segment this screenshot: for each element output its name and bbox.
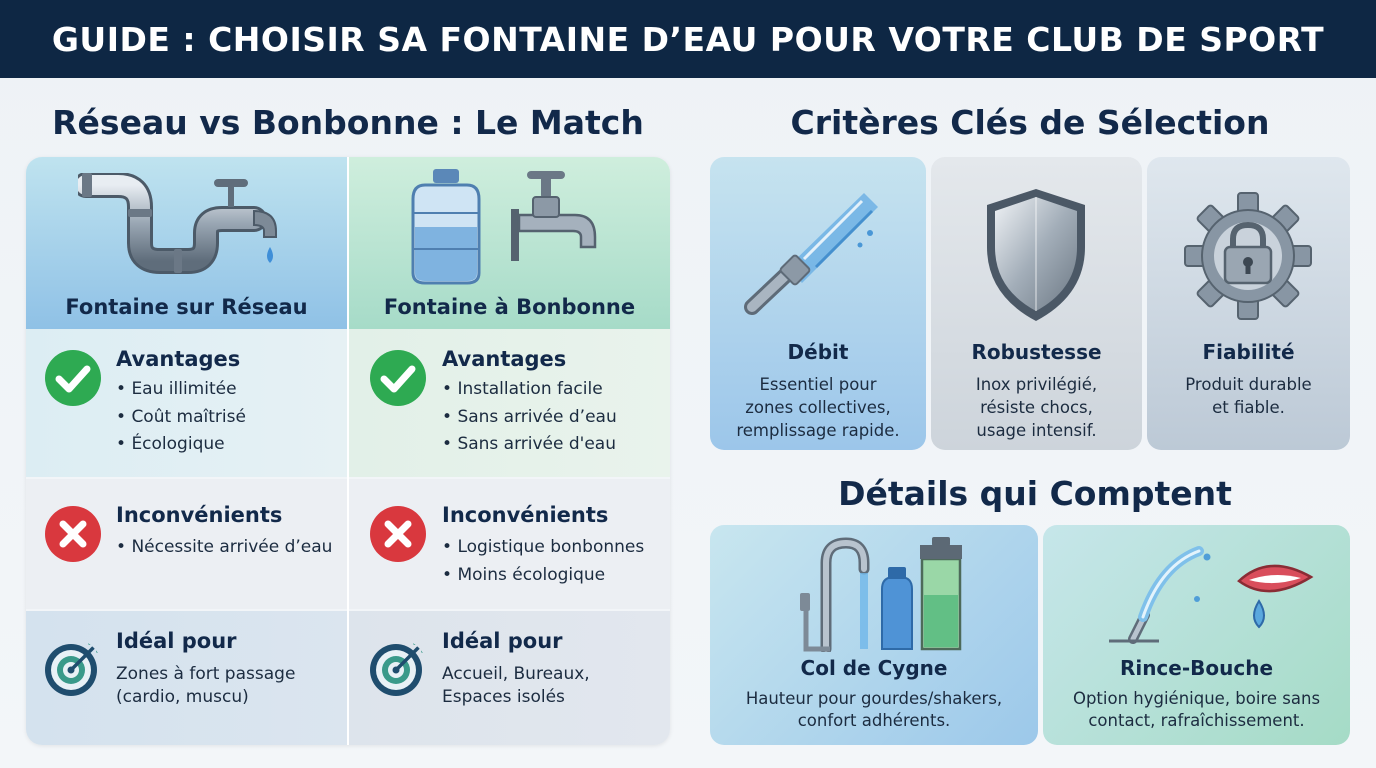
- comparison-panel: [26, 157, 670, 745]
- list-item: • Logistique bonbonnes: [442, 534, 644, 562]
- column-header-reseau: [26, 157, 347, 329]
- cross-icon: [44, 505, 102, 563]
- ideal-line: Accueil, Bureaux,: [442, 664, 590, 684]
- advantages-title: Avantages: [442, 347, 567, 371]
- top-banner: [0, 0, 1376, 78]
- criteria-line: usage intensif.: [976, 421, 1097, 440]
- criteria-card-title: Débit: [787, 340, 849, 364]
- advantages-section-reseau: [26, 329, 347, 477]
- advantages-list: [442, 376, 617, 459]
- gear-lock-icon: [1183, 191, 1313, 321]
- column-title-reseau: Fontaine sur Réseau: [65, 295, 308, 319]
- ideal-line: Espaces isolés: [442, 687, 565, 707]
- list-item: • Coût maîtrisé: [116, 404, 246, 432]
- ideal-section-reseau: [26, 611, 347, 745]
- column-bonbonne: [349, 157, 670, 745]
- list-item: • Sans arrivée d'eau: [442, 431, 617, 459]
- ideal-title: Idéal pour: [442, 629, 563, 653]
- disadvantages-list: [116, 534, 332, 562]
- disadvantages-list: [442, 534, 644, 589]
- ideal-text: [442, 663, 590, 709]
- criteria-line: Inox privilégié,: [975, 375, 1098, 394]
- criteria-line: zones collectives,: [745, 398, 891, 417]
- target-icon: [369, 639, 427, 697]
- pipe-faucet-icon: [78, 173, 298, 283]
- detail-card-rince-bouche: [1043, 525, 1350, 745]
- criteria-line: Essentiel pour: [759, 375, 877, 394]
- target-icon: [44, 639, 102, 697]
- list-item: • Installation facile: [442, 376, 617, 404]
- ideal-text: [116, 663, 295, 709]
- detail-card-col-de-cygne: [710, 525, 1038, 745]
- criteria-card-text: [931, 373, 1142, 442]
- comparison-title: Réseau vs Bonbonne : Le Match: [52, 103, 644, 142]
- page-title: GUIDE : CHOISIR SA FONTAINE D’EAU POUR VOTRE CLUB DE SPORT: [51, 19, 1325, 59]
- ideal-line: Zones à fort passage: [116, 664, 296, 684]
- check-icon: [44, 349, 102, 407]
- criteria-line: et fiable.: [1212, 398, 1285, 417]
- cross-icon: [369, 505, 427, 563]
- detail-line: confort adhérents.: [797, 711, 951, 730]
- list-item: • Sans arrivée d’eau: [442, 404, 617, 432]
- list-item: • Moins écologique: [442, 562, 644, 590]
- gooseneck-faucet-icon: [794, 537, 994, 652]
- mouth-rinse-icon: [1099, 543, 1339, 658]
- column-title-bonbonne: Fontaine à Bonbonne: [383, 295, 636, 319]
- column-reseau: [26, 157, 347, 745]
- disadvantages-title: Inconvénients: [442, 503, 609, 527]
- advantages-section-bonbonne: [349, 329, 670, 477]
- criteria-card-robustesse: [931, 157, 1142, 450]
- disadvantages-section-reseau: [26, 479, 347, 609]
- disadvantages-section-bonbonne: [349, 479, 670, 609]
- list-item: • Nécessite arrivée d’eau: [116, 534, 332, 562]
- criteria-line: remplissage rapide.: [736, 421, 900, 440]
- ideal-line: (cardio, muscu): [116, 687, 249, 707]
- criteria-card-title: Fiabilité: [1202, 340, 1295, 364]
- criteria-line: Produit durable: [1185, 375, 1312, 394]
- detail-line: Hauteur pour gourdes/shakers,: [745, 689, 1003, 708]
- list-item: • Écologique: [116, 431, 246, 459]
- column-header-bonbonne: [349, 157, 670, 329]
- advantages-list: [116, 376, 246, 459]
- detail-card-text: [1043, 688, 1350, 732]
- criteria-card-debit: [710, 157, 926, 450]
- ideal-title: Idéal pour: [116, 629, 237, 653]
- detail-card-text: [710, 688, 1038, 732]
- criteria-title: Critères Clés de Sélection: [790, 103, 1270, 142]
- list-item: • Eau illimitée: [116, 376, 246, 404]
- water-jug-faucet-icon: [407, 169, 617, 289]
- criteria-card-text: [710, 373, 926, 442]
- disadvantages-title: Inconvénients: [116, 503, 283, 527]
- advantages-title: Avantages: [116, 347, 241, 371]
- water-jet-icon: [744, 185, 894, 315]
- criteria-card-title: Robustesse: [971, 340, 1102, 364]
- details-title: Détails qui Comptent: [838, 474, 1232, 513]
- check-icon: [369, 349, 427, 407]
- criteria-card-fiabilite: [1147, 157, 1350, 450]
- detail-line: Option hygiénique, boire sans: [1072, 689, 1321, 708]
- shield-icon: [981, 185, 1091, 325]
- ideal-section-bonbonne: [349, 611, 670, 745]
- detail-card-title: Rince-Bouche: [1119, 656, 1274, 680]
- criteria-line: résiste chocs,: [980, 398, 1093, 417]
- criteria-card-text: [1147, 373, 1350, 419]
- detail-line: contact, rafraîchissement.: [1088, 711, 1305, 730]
- detail-card-title: Col de Cygne: [800, 656, 948, 680]
